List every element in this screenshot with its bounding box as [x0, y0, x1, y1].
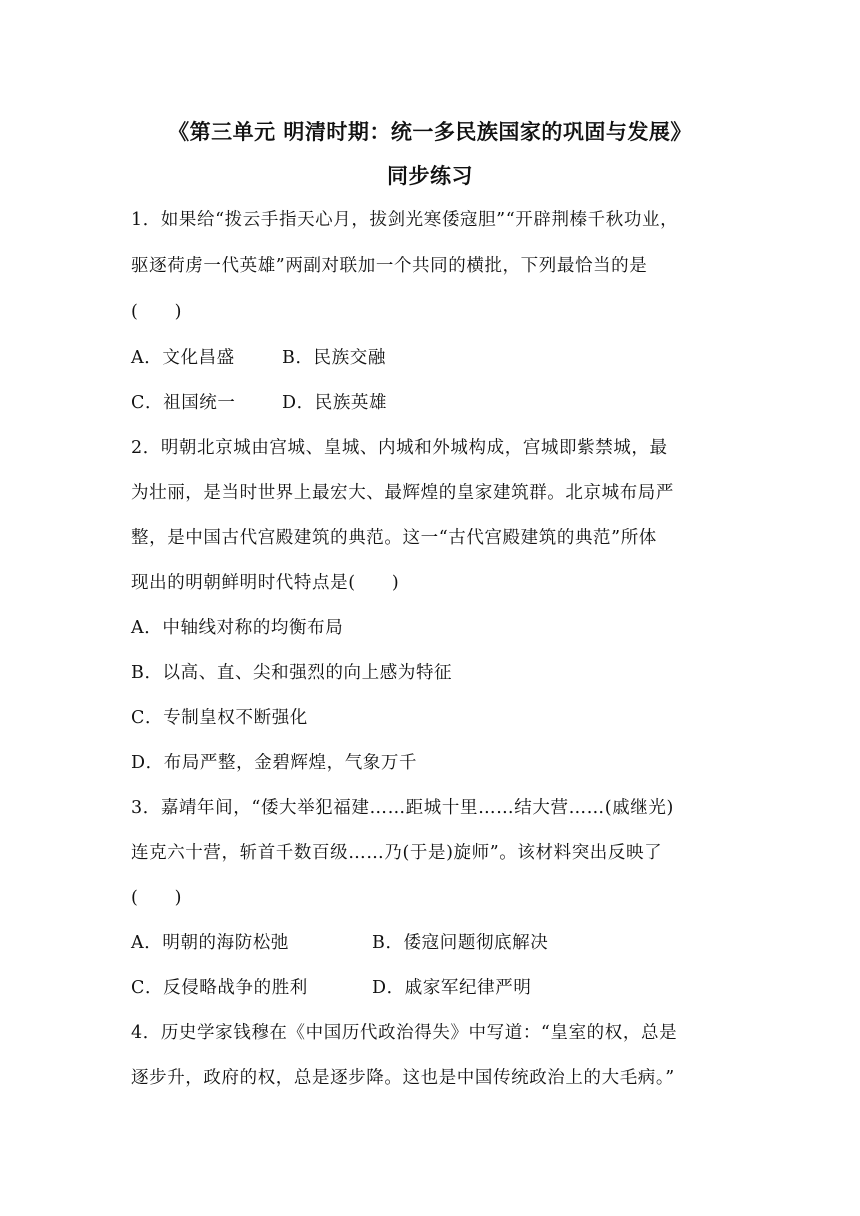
question-4-line-1: 4．历史学家钱穆在《中国历代政治得失》中写道：“皇室的权，总是: [131, 1023, 678, 1043]
question-3-line-2: 连克六十营，斩首千数百级……乃(于是)旋师”。该材料突出反映了: [131, 843, 663, 863]
question-1-option-c: C．祖国统一: [131, 393, 236, 413]
question-1-line-2: 驱逐荷虏一代英雄”两副对联加一个共同的横批，下列最恰当的是: [131, 256, 648, 276]
question-2-line-4: 现出的明朝鲜明时代特点是( ): [131, 573, 400, 593]
document-subtitle: 同步练习: [387, 164, 473, 188]
question-2-line-3: 整，是中国古代宫殿建筑的典范。这一“古代宫殿建筑的典范”所体: [131, 528, 657, 548]
question-1-line-3: ( ): [131, 302, 183, 322]
document-title: 《第三单元 明清时期：统一多民族国家的巩固与发展》: [168, 120, 692, 144]
question-3-option-c: C．反侵略战争的胜利: [131, 978, 308, 998]
question-1-option-d: D．民族英雄: [282, 393, 388, 413]
question-2-line-2: 为壮丽，是当时世界上最宏大、最辉煌的皇家建筑群。北京城布局严: [131, 483, 674, 503]
question-2-option-d: D．布局严整，金碧辉煌，气象万千: [131, 753, 418, 773]
question-3-line-3: ( ): [131, 888, 183, 908]
question-4-line-2: 逐步升，政府的权，总是逐步降。这也是中国传统政治上的大毛病。”: [131, 1068, 675, 1088]
question-2-line-1: 2．明朝北京城由宫城、皇城、内城和外城构成，宫城即紫禁城，最: [131, 438, 668, 458]
question-3-option-d: D．戚家军纪律严明: [372, 978, 532, 998]
question-1-option-a: A．文化昌盛: [131, 348, 235, 368]
question-2-option-c: C．专制皇权不断强化: [131, 708, 308, 728]
question-3-option-a: A．明朝的海防松弛: [131, 933, 290, 953]
question-2-option-b: B．以高、直、尖和强烈的向上感为特征: [131, 663, 453, 683]
question-3-line-1: 3．嘉靖年间，“倭大举犯福建……距城十里……结大营……(戚继光): [131, 798, 674, 818]
question-1-option-b: B．民族交融: [282, 348, 386, 368]
question-1-line-1: 1．如果给“拨云手指天心月，拔剑光寒倭寇胆”“开辟荆榛千秋功业，: [131, 210, 679, 230]
question-3-option-b: B．倭寇问题彻底解决: [372, 933, 549, 953]
question-2-option-a: A．中轴线对称的均衡布局: [131, 618, 344, 638]
